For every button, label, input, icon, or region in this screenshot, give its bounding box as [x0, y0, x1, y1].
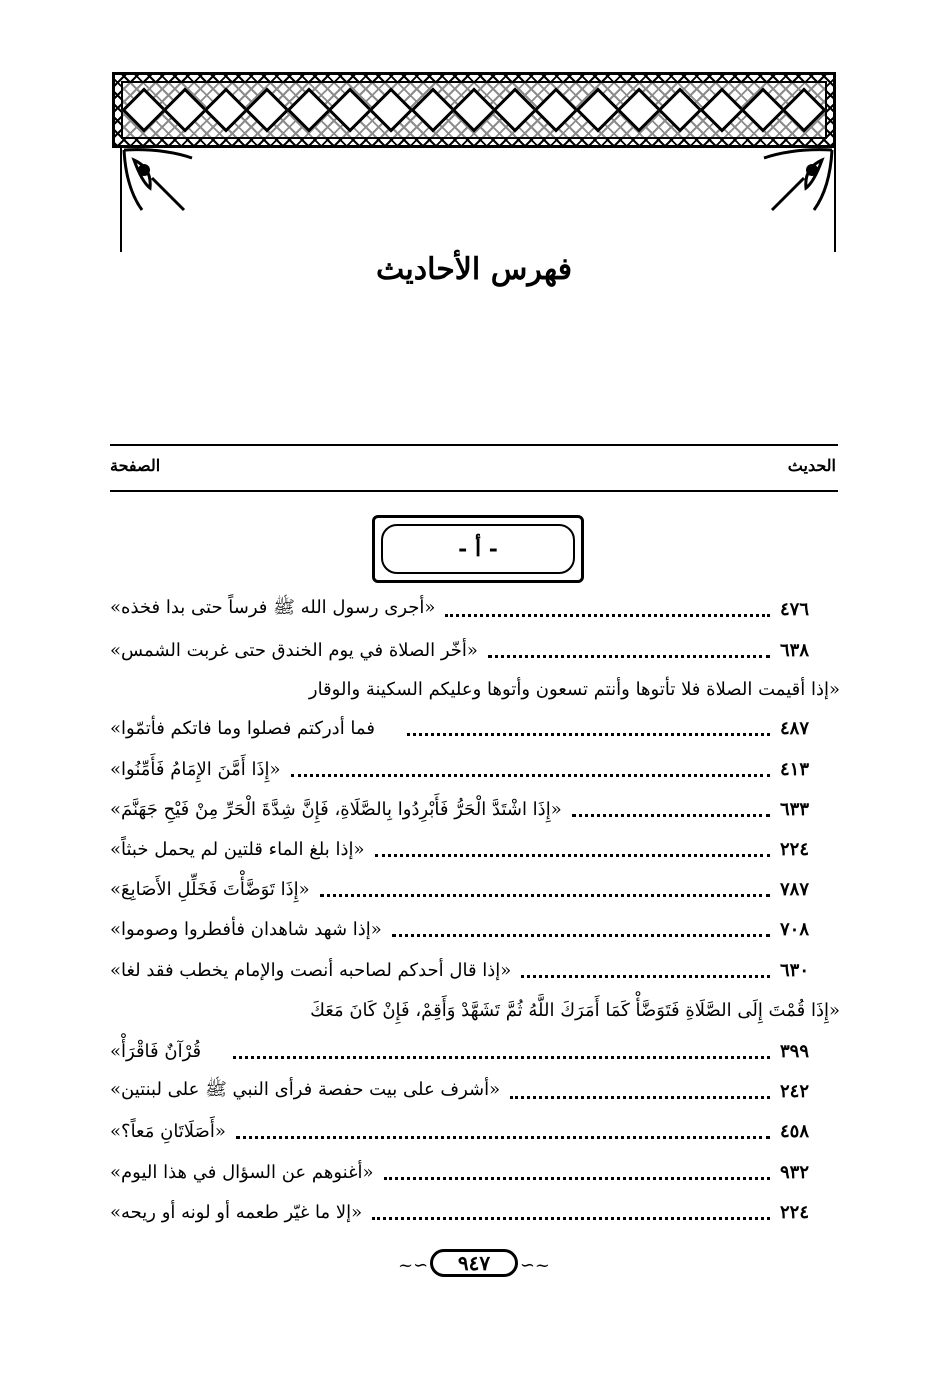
leader-dots [510, 1096, 770, 1099]
header-ornament [112, 72, 836, 148]
hadith-text: «أغنوهم عن السؤال في هذا اليوم» [110, 1161, 374, 1183]
leader-dots [521, 975, 770, 978]
hadith-text: فما أدركتم فصلوا وما فاتكم فأتمّوا» [110, 717, 375, 739]
leader-dots [233, 1056, 770, 1059]
right-frame-line [834, 148, 836, 252]
page-ref: ٦٣٣ [780, 798, 810, 820]
page-title: فهرس الأحاديث [375, 252, 573, 287]
leader-dots [407, 733, 770, 736]
section-letter-box [372, 515, 584, 583]
page-ref: ٢٢٤ [780, 838, 810, 860]
hadith-text: «إذا شهد شاهدان فأفطروا وصوموا» [110, 918, 382, 940]
leader-dots [384, 1177, 770, 1180]
left-flourish-icon: ~∽ [398, 1255, 429, 1276]
leader-dots [291, 774, 770, 777]
index-entry [110, 912, 840, 946]
index-entry [110, 711, 840, 745]
header-bottom-rule [110, 490, 838, 492]
hadith-text: قُرْآنٌ فَاقْرَأْ» [110, 1040, 202, 1062]
hadith-text: «إِذَا تَوَضَّأْتَ فَخَلِّلِ الأَصَابِعَ» [110, 878, 310, 900]
hadith-text-line: «إذا أقيمت الصلاة فلا تأتوها وأنتم تسعون وأتوها وعليكم السكينة والوقار [308, 678, 840, 700]
hadith-text: «إِذَا أَمَّنَ الإِمَامُ فَأَمِّنُوا» [110, 758, 281, 780]
hadith-text: «أَصَلَاتَانِ مَعاً؟» [110, 1120, 226, 1142]
leader-dots [488, 655, 770, 658]
index-entry [110, 832, 840, 866]
hadith-text: «أخّر الصلاة في يوم الخندق حتى غربت الشمس» [110, 639, 478, 661]
index-entry [110, 1074, 840, 1108]
page-number: ٩٤٧ [430, 1249, 518, 1277]
page-number-footer [398, 1247, 550, 1281]
hadith-text: «إذا بلغ الماء قلتين لم يحمل خبثاً» [110, 838, 365, 860]
right-flourish-icon: ∽~ [519, 1255, 550, 1276]
index-entry [110, 1114, 840, 1148]
hadith-text: «إلا ما غيّر طعمه أو لونه أو ريحه» [110, 1201, 363, 1223]
hadith-text-line: «إِذَا قُمْتَ إِلَى الصَّلَاةِ فَتَوَضَّأْ كَمَا أَمَرَكَ اللَّهُ ثُمَّ تَشَهَّدْ وَأَقِمْ، فَإِنْ كَانَ مَعَكَ [310, 999, 840, 1021]
index-entry [110, 1034, 840, 1068]
hadith-text: «إِذَا اشْتَدَّ الْحَرُّ فَأَبْرِدُوا بِالصَّلَاةِ، فَإِنَّ شِدَّةَ الْحَرِّ مِنْ فَيْحِ جَهَنَّمَ» [110, 798, 562, 820]
column-header-page: الصفحة [110, 456, 161, 475]
left-corner-flourish [122, 148, 202, 218]
page-ref: ٧٠٨ [780, 918, 810, 940]
leader-dots [572, 814, 770, 817]
leader-dots [372, 1217, 770, 1220]
page-ref: ٤١٣ [780, 758, 810, 780]
section-letter: - أ - [381, 524, 575, 574]
page-ref: ٦٣٠ [780, 959, 810, 981]
page-ref: ٤٧٦ [780, 598, 810, 620]
index-entry [110, 752, 840, 786]
page-ref: ٣٩٩ [780, 1040, 810, 1062]
ornament-band [121, 81, 827, 139]
page-ref: ٩٣٢ [780, 1161, 810, 1183]
page-ref: ٢٢٤ [780, 1201, 810, 1223]
index-entry [110, 633, 840, 667]
page-ref: ٤٥٨ [780, 1120, 810, 1142]
hadith-text: «أشرف على بيت حفصة فرأى النبي ﷺ على لبنتين» [110, 1079, 501, 1100]
hadith-text: «أجرى رسول الله ﷺ فرساً حتى بدا فخذه» [110, 597, 436, 618]
index-entry [110, 792, 840, 826]
header-top-rule [110, 444, 838, 446]
page-ref: ٤٨٧ [780, 717, 810, 739]
hadith-text: «إذا قال أحدكم لصاحبه أنصت والإمام يخطب فقد لغا» [110, 959, 512, 981]
right-corner-flourish [754, 148, 834, 218]
page-ref: ٧٨٧ [780, 878, 810, 900]
leader-dots [236, 1136, 770, 1139]
index-entry [110, 872, 840, 906]
index-entry [110, 1155, 840, 1189]
page-ref: ٦٣٨ [780, 639, 810, 661]
leader-dots [392, 934, 770, 937]
index-entry [110, 1195, 840, 1229]
index-entry [110, 953, 840, 987]
leader-dots [375, 854, 771, 857]
leader-dots [320, 894, 770, 897]
column-header-hadith: الحديث [787, 456, 836, 475]
page-ref: ٢٤٢ [780, 1080, 810, 1102]
index-entry [110, 592, 840, 626]
leader-dots [445, 614, 770, 617]
